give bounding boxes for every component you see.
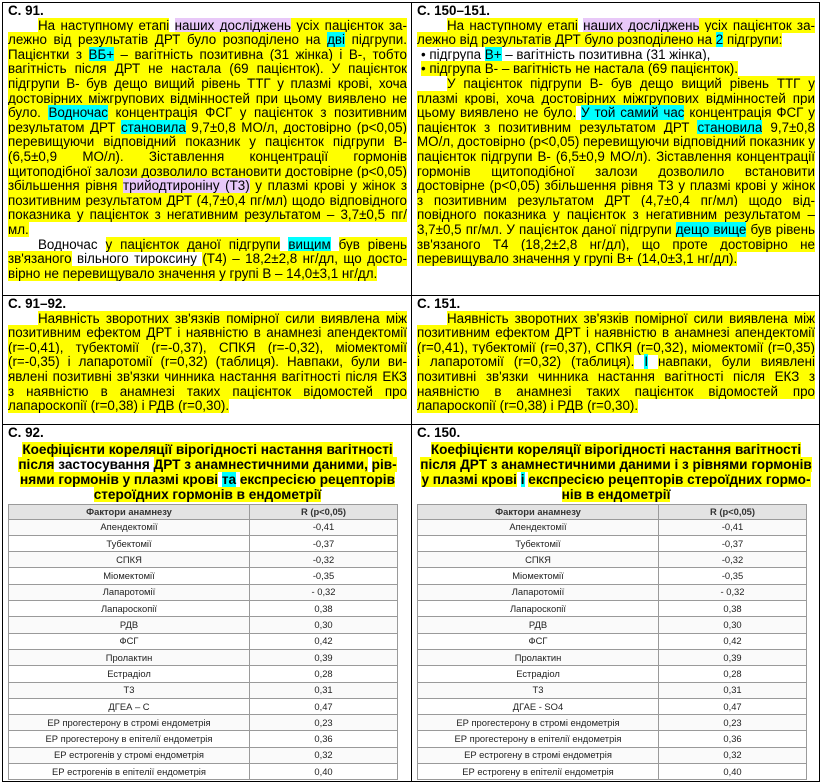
cell-left-p91	[3, 3, 412, 296]
factor-cell: ФСГ	[418, 633, 659, 649]
table-row	[418, 633, 807, 649]
table-row	[9, 584, 398, 600]
table-row	[9, 715, 398, 731]
value-cell: 0,38	[250, 601, 398, 617]
comparison-document	[2, 2, 820, 775]
table-row	[9, 568, 398, 584]
factor-cell: Тубектомії	[418, 535, 659, 551]
value-cell: 0,38	[659, 601, 807, 617]
factor-cell: ДГЕА – С	[9, 698, 250, 714]
paragraph: На наступному етапі наших досліджень усіх пацієнток залежно від результатів ДРТ було розподілено на 2 підгрупи:	[417, 17, 815, 48]
factor-cell: ЕР прогестерону в епітелії ендометрія	[9, 731, 250, 747]
cell-left-p91-92	[3, 296, 412, 425]
value-cell: 0,32	[250, 747, 398, 763]
value-cell: - 0,32	[659, 584, 807, 600]
factor-cell: СПКЯ	[9, 552, 250, 568]
table-row	[418, 747, 807, 763]
table-row	[418, 568, 807, 584]
factor-cell: Тубектомії	[9, 535, 250, 551]
table-header-row	[418, 504, 807, 519]
table-row	[418, 519, 807, 535]
column-header: Фактори анамнезу	[9, 504, 250, 519]
table-row	[418, 535, 807, 551]
factor-cell: Пролактин	[418, 649, 659, 665]
column-header: R (р<0,05)	[250, 504, 398, 519]
paragraph: Водночас у пацієнток даної підгрупи вищим був рівень зв'язаного вільного тироксину (Т4) – 18,2±2,8 нг/дл, що достовірно не перевищувало значення у групі В – 14,0±3,1 нг/дл.	[8, 236, 407, 281]
factor-cell: РДВ	[418, 617, 659, 633]
row-1	[3, 3, 820, 296]
value-cell: 0,31	[659, 682, 807, 698]
factor-cell: Естрадіол	[418, 666, 659, 682]
cell-right-p150	[412, 3, 820, 296]
page-ref: С. 92.	[8, 425, 44, 440]
value-cell: 0,47	[250, 698, 398, 714]
table-row	[9, 519, 398, 535]
factor-cell: Лапароскопії	[418, 601, 659, 617]
value-cell: 0,40	[659, 764, 807, 780]
table-row	[418, 666, 807, 682]
column-header: R (р<0,05)	[659, 504, 807, 519]
table-row	[418, 682, 807, 698]
table-title: Коефіцієнти кореляції вірогідності настання вагітності після ДРТ з анамнестичними даними і з рівнями гормонів у плазмі крові і експресією рецепторів стероїдних гормонів в ендометрії	[420, 441, 812, 502]
row-2	[3, 296, 820, 425]
value-cell: 0,40	[250, 764, 398, 780]
value-cell: 0,42	[659, 633, 807, 649]
factor-cell: Міомектомії	[418, 568, 659, 584]
page-ref: С. 150–151.	[417, 3, 490, 18]
table-row	[9, 552, 398, 568]
factor-cell: ЕР прогестерону в стромі ендометрія	[9, 715, 250, 731]
value-cell: 0,39	[250, 649, 398, 665]
page-ref: С. 151.	[417, 296, 461, 311]
value-cell: -0,41	[250, 519, 398, 535]
correlation-table	[8, 504, 398, 781]
paragraph: Наявність зворотних зв'язків помірної сили виявлена між позитивним ефектом ДРТ і наявністю в анамнезі апендектомії (r=0,41), тубектомії (r=0,37), СПКЯ (r=0,32), міомектомії (r=0,35) і лапаротомії (r=0,32) (таблиця). І навпаки, були виявлені позитивні зв'язки чинника настання вагітності після ЕКЗ з наявністю в анамнезі таких пацієнток відомостей про лапароскопії (r=0,38) і РДВ (r=0,30).	[417, 310, 815, 414]
value-cell: 0,42	[250, 633, 398, 649]
table-row	[418, 698, 807, 714]
table-row	[418, 715, 807, 731]
factor-cell: СПКЯ	[418, 552, 659, 568]
cell-right-p151	[412, 296, 820, 425]
paragraph: На наступному етапі наших досліджень усіх пацієнток залежно від результатів ДРТ було розподілено на дві підгрупи. Пацієнтки з ВБ+ – вагітність позитивна (31 жінка) і В-, тобто вагітність після ДРТ не настала (69 пацієнток). У пацієнток підгрупи В- був дещо вищий рівень ТТГ у плазмі крові, хоча достовірних міжгрупових відмінностей при цьому виявлено не було. Водночас концентрація ФСГ у пацієнток з позитивним результатом ДРТ становила 9,7±0,8 МО/л, достовірно (р<0,05) перевищуючи відповідний показник у пацієнток підгрупи В- (6,5±0,9 МО/л). Зіставлення концентрації гормонів щитоподібної залози дозволило встановити достовірне (р<0,05) збільшення рівня трийодтироніну (Т3) у плазмі крові у жінок з позитивним результатом ДРТ (4,7±0,4 пг/мл) щодо відповідного показника у пацієнток з негативним результатом – 3,7±0,5 пг/мл.	[8, 17, 407, 237]
value-cell: 0,39	[659, 649, 807, 665]
table-row	[9, 649, 398, 665]
factor-cell: Пролактин	[9, 649, 250, 665]
paragraph: Наявність зворотних зв'язків помірної сили виявлена між позитивним ефектом ДРТ і наявністю в анамнезі апендектомії (r=-0,41), тубектомії (r=-0,37), СПКЯ (r=-0,32), міомектомії (r=-0,35) і лапаротомії (r=0,32) (таблиця). Навпаки, були виявлені позитивні зв'язки чинника настання вагітності після ЕКЗ з наявністю в анамнезі таких пацієнток відомостей про лапароскопії (r=0,38) і РДВ (r=0,30).	[8, 310, 407, 414]
comparison-table	[2, 2, 820, 782]
factor-cell: Т3	[9, 682, 250, 698]
table-row	[418, 552, 807, 568]
factor-cell: ЕР естрогенів у стромі ендометрія	[9, 747, 250, 763]
table-row	[418, 649, 807, 665]
value-cell: 0,28	[659, 666, 807, 682]
row-3	[3, 425, 820, 782]
table-row	[9, 617, 398, 633]
table-row	[418, 764, 807, 780]
table-row	[418, 584, 807, 600]
table-title: Коефіцієнти кореляції вірогідності настання вагітності після застосування ДРТ з анамнестичними даними, рівнями гормонів у плазмі крові та експресією рецепторів стероїдних гормонів в ендометрії	[18, 441, 397, 502]
table-row	[9, 698, 398, 714]
value-cell: 0,23	[659, 715, 807, 731]
table-row	[9, 601, 398, 617]
cell-right-p150-table	[412, 425, 820, 782]
value-cell: 0,30	[659, 617, 807, 633]
factor-cell: Апендектомії	[9, 519, 250, 535]
factor-cell: Лапаротомії	[9, 584, 250, 600]
factor-cell: ЕР прогестерону в стромі ендометрія	[418, 715, 659, 731]
value-cell: -0,35	[659, 568, 807, 584]
value-cell: -0,35	[250, 568, 398, 584]
table-row	[9, 633, 398, 649]
factor-cell: ЕР прогестерону в епітелії ендометрія	[418, 731, 659, 747]
value-cell: -0,41	[659, 519, 807, 535]
value-cell: 0,32	[659, 747, 807, 763]
factor-cell: Апендектомії	[418, 519, 659, 535]
table-row	[418, 617, 807, 633]
table-row	[418, 601, 807, 617]
value-cell: 0,31	[250, 682, 398, 698]
factor-cell: ФСГ	[9, 633, 250, 649]
value-cell: 0,23	[250, 715, 398, 731]
factor-cell: ЕР естрогену в епітелії ендометрія	[418, 764, 659, 780]
table-row	[9, 666, 398, 682]
list-item: • підгрупа В+ – вагітність позитивна (31 жінка),	[421, 46, 711, 62]
column-header: Фактори анамнезу	[418, 504, 659, 519]
cell-left-p92	[3, 425, 412, 782]
value-cell: 0,36	[250, 731, 398, 747]
value-cell: -0,37	[659, 535, 807, 551]
page-ref: С. 91–92.	[8, 296, 67, 311]
value-cell: -0,32	[250, 552, 398, 568]
list-item: • підгрупа В- – вагітність не настала (69 пацієнток).	[421, 61, 738, 77]
table-header-row	[9, 504, 398, 519]
correlation-table	[417, 504, 807, 781]
value-cell: -0,32	[659, 552, 807, 568]
factor-cell: Лапароскопії	[9, 601, 250, 617]
value-cell: -0,37	[250, 535, 398, 551]
factor-cell: Лапаротомії	[418, 584, 659, 600]
table-row	[9, 764, 398, 780]
factor-cell: ДГАЕ - SO4	[418, 698, 659, 714]
table-row	[9, 682, 398, 698]
factor-cell: Естрадіол	[9, 666, 250, 682]
page-ref: С. 150.	[417, 425, 461, 440]
value-cell: 0,28	[250, 666, 398, 682]
value-cell: 0,30	[250, 617, 398, 633]
factor-cell: РДВ	[9, 617, 250, 633]
value-cell: - 0,32	[250, 584, 398, 600]
factor-cell: Міомектомії	[9, 568, 250, 584]
table-row	[9, 535, 398, 551]
factor-cell: Т3	[418, 682, 659, 698]
factor-cell: ЕР естрогену в стромі ендометрія	[418, 747, 659, 763]
table-row	[418, 731, 807, 747]
table-row	[9, 731, 398, 747]
table-row	[9, 747, 398, 763]
value-cell: 0,47	[659, 698, 807, 714]
factor-cell: ЕР естрогенів в епітелії ендометрія	[9, 764, 250, 780]
paragraph: У пацієнток підгрупи В- був дещо вищий рівень ТТГ у плазмі крові, хоча достовірних міжгрупових відмінностей при цьому виявлено не було. У той самий час концентрація ФСГ у пацієнток з позитивним результатом ДРТ становила 9,7±0,8 МО/л, достовірно (р<0,05) перевищуючи відповідний показник у пацієнток підгрупи В- (6,5±0,9 МО/л). Зіставлення концентрації гормонів щитоподібної залози дозволило встановити достовірне (р<0,05) збільшення рівня Т3 у плазмі крові у жінок з позитивним результатом ДРТ (4,7±0,4 пг/мл) щодо відповідного показника у пацієнток з негативним результатом – 3,7±0,5 пг/мл. У пацієнток даної підгрупи дещо вище був рівень зв'язаного Т4 (18,2±2,8 нг/дл), що проте достовірно не перевищувало значення у групі В+ (14,0±3,1 нг/дл).	[417, 75, 815, 267]
value-cell: 0,36	[659, 731, 807, 747]
page-ref: С. 91.	[8, 3, 44, 18]
